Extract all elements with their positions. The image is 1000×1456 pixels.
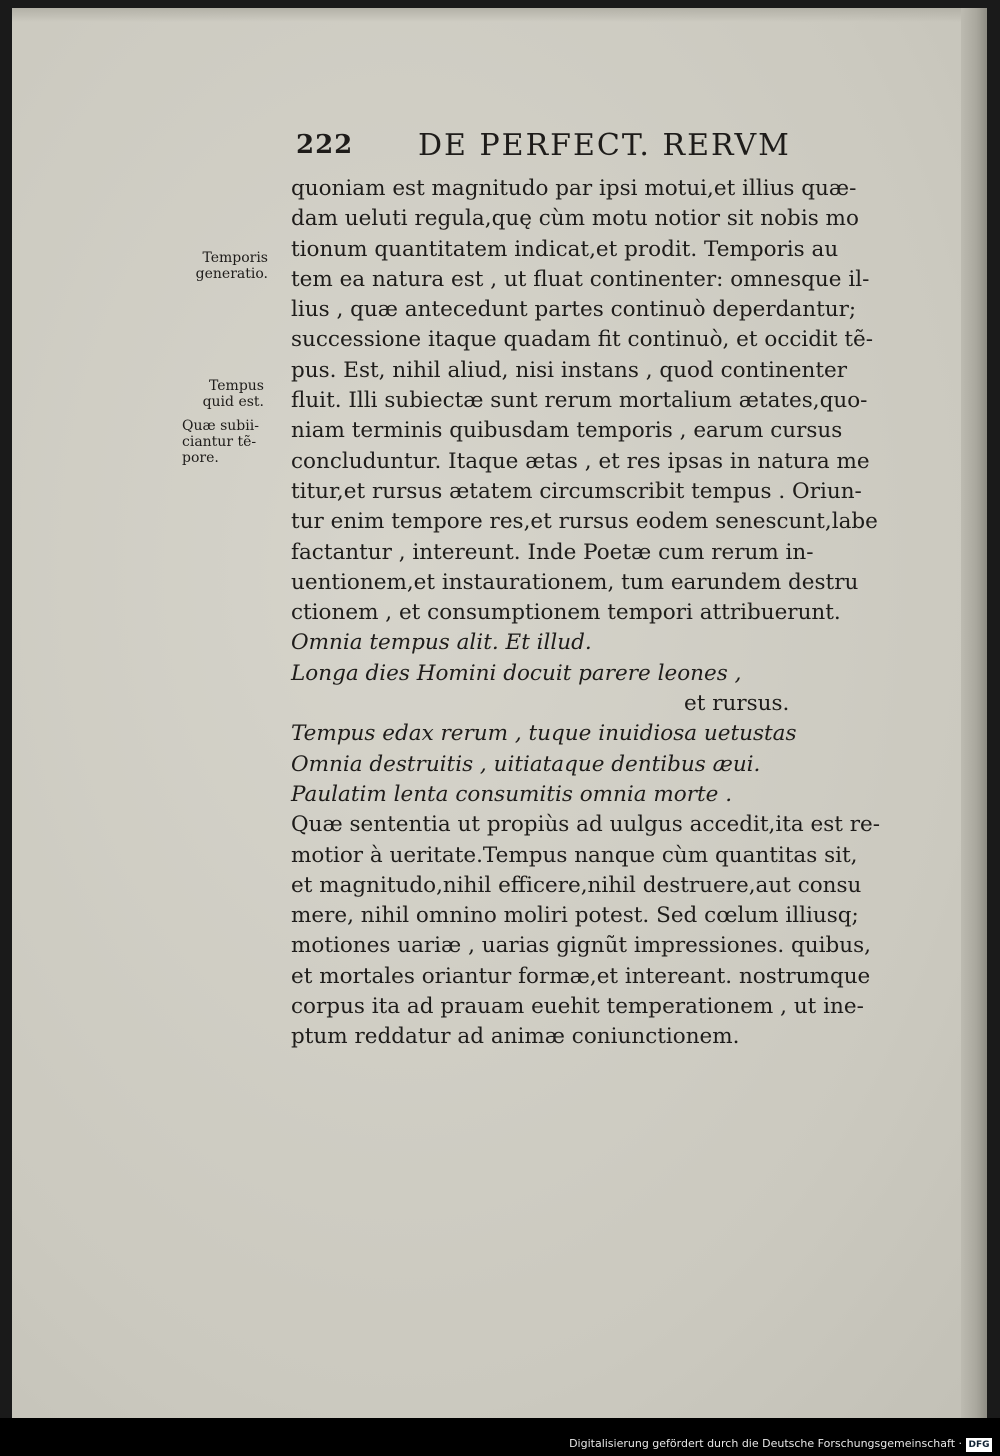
text-line: tem ea natura est , ut fluat continenter: omnesque il- [291, 266, 870, 292]
page-right-edge [961, 8, 987, 1418]
text-line: titur,et rursus ætatem circumscribit tempus . Oriun- [291, 478, 862, 504]
page-number: 222 [296, 130, 354, 160]
verse-line: Paulatim lenta consumitis omnia morte . [291, 781, 733, 807]
text-line: tur enim tempore res,et rursus eodem senescunt,labe [291, 509, 878, 535]
text-line: ptum reddatur ad animæ coniunctionem. [291, 1024, 740, 1050]
margin-note: Tempus quid est. [202, 378, 264, 410]
text-line: fluit. Illi subiectæ sunt rerum mortalium ætates,quo- [291, 388, 868, 414]
verse-line: Omnia tempus alit. Et illud. [291, 630, 592, 656]
running-title: DE PERFECT. RERVM [418, 128, 791, 163]
funding-notice: Digitalisierung gefördert durch die Deutsche Forschungsgemeinschaft · [569, 1437, 962, 1450]
text-line: pus. Est, nihil aliud, nisi instans , quod continenter [291, 357, 847, 383]
text-line: et mortales oriantur formæ,et intereant. nostrumque [291, 963, 871, 989]
text-line: et magnitudo,nihil efficere,nihil destruere,aut consu [291, 872, 862, 898]
text-line: quoniam est magnitudo par ipsi motui,et illius quæ- [291, 176, 857, 201]
text-line: ctionem , et consumptionem tempori attribuerunt. [291, 600, 841, 626]
text-line: successione itaque quadam fit continuò, et occidit tẽ- [291, 327, 874, 353]
text-line: factantur , intereunt. Inde Poetæ cum rerum in- [291, 539, 814, 565]
text-line: et rursus. [684, 691, 790, 717]
text-line: dam ueluti regula,quę cùm motu notior sit nobis mo [291, 206, 859, 232]
footer-bar [0, 1418, 1000, 1456]
margin-note: Quæ subii-ciantur tẽ-pore. [182, 418, 259, 466]
page-top-shadow [12, 8, 987, 22]
verse-line: Longa dies Homini docuit parere leones , [291, 660, 742, 686]
body-text [291, 174, 891, 1053]
text-line: concluduntur. Itaque ætas , et res ipsas in natura me [291, 448, 870, 474]
margin-note: Temporis generatio. [195, 250, 268, 282]
text-line: mere, nihil omnino moliri potest. Sed cœlum illiusq; [291, 903, 859, 929]
running-header [296, 128, 816, 168]
text-line: lius , quæ antecedunt partes continuò deperdantur; [291, 297, 857, 323]
text-line: corpus ita ad prauam euehit temperationem , ut ine- [291, 994, 864, 1020]
verse-line: Omnia destruitis , uitiataque dentibus æui. [291, 751, 761, 777]
text-line: motior à ueritate.Tempus nanque cùm quantitas sit, [291, 842, 858, 868]
verse-line: Tempus edax rerum , tuque inuidiosa uetustas [291, 721, 797, 747]
dfg-logo: DFG [966, 1438, 992, 1452]
text-line: Quæ sententia ut propiùs ad uulgus accedit,ita est re- [291, 812, 881, 838]
text-line: uentionem,et instaurationem, tum earundem destru [291, 569, 859, 595]
text-line: motiones uariæ , uarias gignũt impressiones. quibus, [291, 933, 871, 959]
text-line: tionum quantitatem indicat,et prodit. Temporis au [291, 236, 839, 262]
text-line: niam terminis quibusdam temporis , earum cursus [291, 418, 843, 444]
